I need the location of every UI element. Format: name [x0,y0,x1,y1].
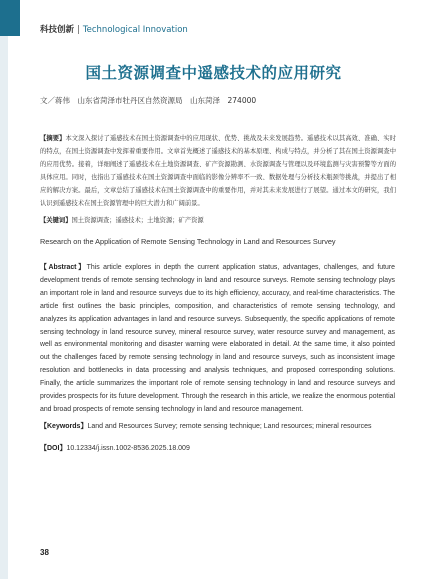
author-line: 文／蒋伟 山东省菏泽市牡丹区自然资源局 山东菏泽 274000 [40,96,257,105]
abstract-cn-label: 【摘要】 [40,135,66,142]
page-number: 38 [40,548,49,557]
article-title-en: Research on the Application of Remote Sensing Technology in Land and Resources Survey [40,237,336,246]
doi-label: 【DOI】 [40,445,67,452]
abstract-cn-text: 本文深入探讨了遥感技术在国土资源调查中的应用现状、优势、挑战及未来发展趋势。遥感技术以其高效、准确、实时的特点，在国土资源调查中发挥着重要作用。文章首先概述了遥感技术的基本原理、构成与特点，并分析了其在国土资源调查中的应用优势。接着，详细阐述了遥感技术在土地资源调查、矿产资源勘测、水资源调查与管理以及环境监测与灾害预警等方面的具体应用。同时，也指出了遥感技术在国土资源调查中面临的影像分辨率不一致、数据处理与分析技术瓶颈等挑战，并提出了相应的解决方案。最后，文章总结了遥感技术在国土资源调查中的重要作用，并对其未来发展进行了展望。通过本文的研究，我们认识到遥感技术在国土资源管理中的巨大潜力和广阔前景。 [40,135,397,207]
abstract-cn [40,133,396,210]
section-label-cn: 科技创新 [40,25,75,35]
header-separator: | [77,25,80,35]
corner-accent-block [0,0,20,36]
doi-line [40,444,400,454]
running-header [40,25,407,36]
keywords-en-label: 【Keywords】 [40,423,88,430]
doi-text: 10.12334/j.issn.1002-8536.2025.18.009 [66,445,190,452]
keywords-en [40,422,400,432]
keywords-cn-label: 【关键词】 [40,217,72,224]
abstract-en-text: This article explores in depth the current application status, advantages, challenges, and future development trends of remote sensing technology in land and resource surveys. Remote sensing technology plays an important role in land and resource surveys due to its high efficiency, accuracy, and real-time characteristics. The article first outlines the basic principles, composition, and characteristics of remote sensing technology, and analyzes its application advantages in land and resource surveys. Subsequently, the specific applications of remote sensing technology in land resource survey, mineral resource survey, water resource survey and management, as well as environmental monitoring and disaster warning were elaborated in detail. At the same time, it also pointed out the challenges faced by remote sensing technology in land and resource surveys, such as inconsistent image resolution and bottlenecks in data processing and analysis techniques, and proposed corresponding solutions. Finally, the article summarizes the important role of remote sensing technology in land and resource surveys and provides prospects for its future development. Through the research in this article, we realize the enormous potential and broad prospects of remote sensing technology in land and resource management. [40,264,395,413]
keywords-cn [40,216,396,226]
left-margin-rail [0,36,8,579]
abstract-en [40,262,395,417]
abstract-en-label: 【Abstract】 [40,264,87,271]
keywords-en-text: Land and Resources Survey; remote sensing technique; Land resources; mineral resources [87,423,372,430]
keywords-cn-text: 国土资源调查；遥感技术；土地资源；矿产资源 [71,217,204,224]
article-title: 国土资源调查中遥感技术的应用研究 [85,64,342,82]
section-label-en: Technological Innovation [82,25,188,35]
